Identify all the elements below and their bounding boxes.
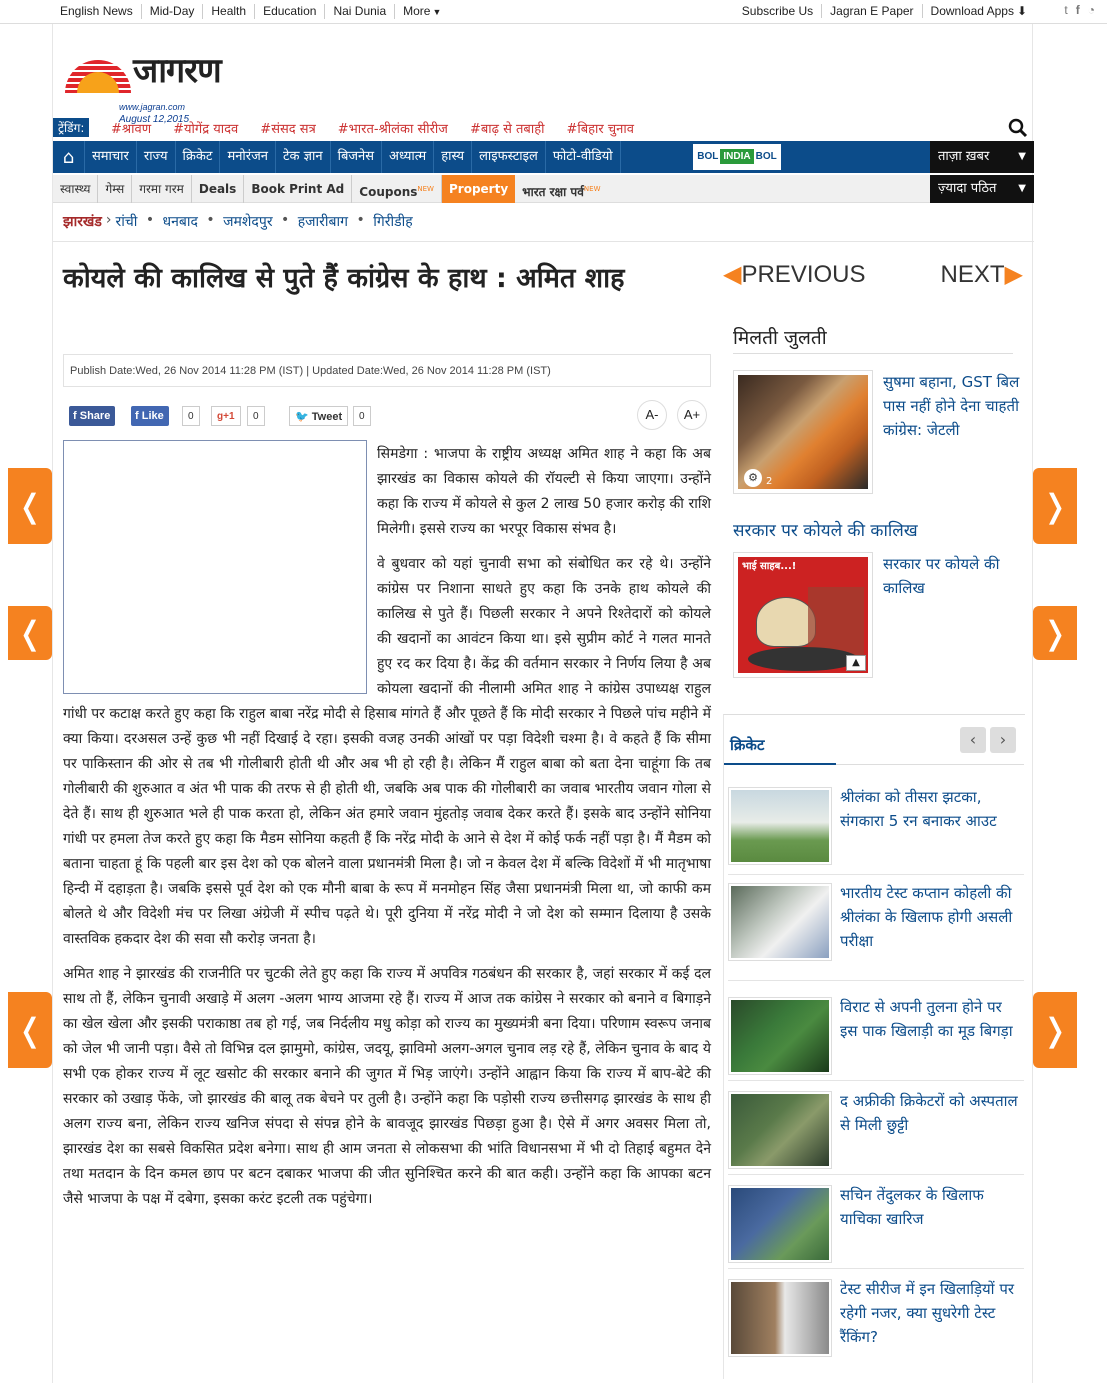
nav-item[interactable]: लाइफस्टाइल [472,141,546,173]
india-word: INDIA [720,149,753,164]
more-label: More [403,4,431,18]
cricket-thumbnail [728,787,832,865]
divider [53,241,1034,242]
chevron-right-icon: › [105,212,112,228]
subnav-raksha[interactable] [515,175,607,203]
cricket-thumbnail [728,883,832,961]
subnav-item-property[interactable]: Property [442,175,515,203]
latest-news-label: ताज़ा ख़बर [938,149,990,164]
google-plus-button[interactable]: g+1 [211,406,241,426]
site-logo[interactable] [63,42,243,125]
similar-card[interactable] [733,370,1023,494]
link-health[interactable]: Health [203,4,255,19]
cricket-item[interactable] [728,1277,1024,1365]
facebook-icon: f [73,410,80,422]
heading-underline [724,763,836,765]
share-bar [69,406,711,432]
subnav-item[interactable]: गरमा गरम [132,175,192,203]
nav-item[interactable]: फोटो-वीडियो [546,141,621,173]
cricket-headline: सचिन तेंदुलकर के खिलाफ याचिका खारिज [840,1186,984,1228]
trending-item[interactable]: #भारत-श्रीलंका सीरीज [337,122,448,137]
coal-heading[interactable]: सरकार पर कोयले की कालिख [733,521,918,541]
trending-label: ट्रेंडिंग: [53,118,89,137]
trending-item[interactable]: #योगेंद्र यादव [173,122,239,137]
tweet-button[interactable] [289,406,348,426]
raksha-label: भारत रक्षा पर्व [522,185,584,199]
cartoon-thumbnail [733,552,873,678]
cartoon-caption: भाई साहब...! [738,557,868,673]
social-links [1064,3,1095,17]
twitter-icon[interactable]: t [1064,3,1068,17]
trending-item[interactable]: #बाढ़ से तबाही [469,122,545,137]
new-badge: NEW [583,185,601,193]
subnav-item[interactable]: गेम्स [98,175,132,203]
cricket-thumbnail [728,1279,832,1357]
bullet-icon: • [352,212,370,228]
nav-item[interactable]: अध्यात्म [382,141,434,173]
logo-url: www.jagran.com [119,102,186,112]
breadcrumb-city[interactable]: गिरीडीह [373,214,413,230]
nav-item[interactable]: क्रिकेट [176,141,221,173]
caret-down-icon: ▼ [1018,183,1026,194]
font-increase-button[interactable]: A+ [677,400,707,430]
caret-down-icon: ▼ [1018,151,1026,162]
link-nai-dunia[interactable]: Nai Dunia [325,4,395,19]
cricket-item[interactable] [728,1183,1024,1269]
breadcrumb-city[interactable]: धनबाद [162,214,198,230]
chevron-right-icon[interactable]: › [990,727,1016,753]
right-arrow-icon[interactable]: ❭ [1033,606,1077,660]
facebook-icon: f [135,410,142,422]
top-left-links [52,4,449,19]
top-utility-bar [0,0,1107,24]
bol-word: BOL [697,151,719,162]
main-navigation [53,141,1034,173]
main-nav-items [85,141,621,173]
caret-down-icon: ▼ [432,7,442,17]
sub-nav-items [53,175,608,203]
cricket-section [723,714,1025,1379]
breadcrumb-state[interactable]: झारखंड [63,214,102,230]
bullet-icon: • [276,212,294,228]
tweet-count: 0 [353,406,371,426]
coal-section [723,518,1023,678]
subnav-item[interactable]: स्वास्थ्य [53,175,98,203]
rss-icon[interactable]: ◔ [1087,3,1095,17]
cricket-item[interactable] [728,995,1024,1081]
coal-headline[interactable]: सरकार पर कोयले की कालिख [883,555,1000,597]
link-mid-day[interactable]: Mid-Day [142,4,204,19]
similar-headline[interactable]: सुषमा बहाना, GST बिल पास नहीं होने देना चाहती कांग्रेस: जेटली [883,373,1020,439]
more-menu[interactable] [395,4,449,19]
similar-thumbnail [733,370,873,494]
fb-share-label: Share [79,410,111,422]
font-decrease-button[interactable]: A- [637,400,667,430]
google-plus-count: 0 [247,406,265,426]
cricket-headline: द अफ्रीकी क्रिकेटरों को अस्पताल से मिली छुट्टी [840,1092,1018,1134]
cricket-item[interactable] [728,785,1024,875]
next-link[interactable] [941,260,1023,289]
article-title: कोयले की कालिख से पुते हैं कांग्रेस के हाथ : अमित शाह [63,263,625,294]
download-apps[interactable] [923,4,1035,18]
download-apps-label: Download Apps [930,4,1014,18]
next-label: NEXT [940,261,1005,288]
home-icon[interactable]: ⌂ [53,141,85,173]
new-badge: NEW [417,185,434,193]
cricket-heading[interactable]: क्रिकेट [730,736,765,754]
cricket-headline: भारतीय टेस्ट कप्तान कोहली की श्रीलंका के खिलाफ होगी असली परीक्षा [840,884,1013,950]
left-arrow-icon[interactable]: ❬ [8,468,52,544]
cricket-thumbnail [728,1091,832,1169]
sub-navigation [53,175,1034,203]
image-float-spacer [63,442,377,692]
search-icon[interactable] [1008,118,1028,142]
coupons-label: Coupons [359,185,418,199]
facebook-like-button[interactable] [131,406,169,426]
cricket-headline: टेस्ट सीरीज में इन खिलाड़ियों पर रहेगी नजर, क्या सुधरेगी टेस्ट रैंकिंग? [840,1280,1014,1346]
article-pager [723,260,1023,290]
article-body [63,442,711,1222]
trending-items [111,119,634,137]
subnav-item[interactable]: Book Print Ad [244,175,352,203]
previous-label: PREVIOUS [741,261,866,288]
link-e-paper[interactable]: Jagran E Paper [822,4,922,18]
cricket-headline: श्रीलंका को तीसरा झटका, संगकारा 5 रन बनाकर आउट [840,788,997,830]
most-read-label: ज़्यादा पठित [938,181,997,196]
caret-left-icon: ◀ [723,261,742,288]
caret-right-icon: ▶ [1004,261,1023,288]
nav-item[interactable]: बिजनेस [331,141,382,173]
breadcrumb [63,212,413,231]
subnav-coupons[interactable] [352,175,442,203]
bullet-icon: • [141,212,159,228]
download-icon: ⬇ [1016,4,1027,18]
coal-card[interactable] [733,552,1023,678]
nav-item[interactable]: हास्य [434,141,472,173]
nav-item[interactable]: टेक ज्ञान [276,141,331,173]
trending-item[interactable]: #संसद सत्र [260,122,316,137]
similar-section [723,324,1023,496]
trending-bar [53,118,1034,138]
fb-like-label: Like [141,410,164,422]
most-read-dropdown[interactable] [930,175,1034,203]
top-right-links [734,4,1035,18]
article-paragraph: सिमडेगा : भाजपा के राष्ट्रीय अध्यक्ष अमित शाह ने कहा कि अब झारखंड का विकास कोयले की रॉयल्टी से किया जाएगा। उन्होंने कहा कि राज्य में कोयले से कुल 2 लाख 50 हजार करोड़ की राशि मिलेगी। इससे राज्य का भरपूर विकास संभव है। [377,446,711,537]
twitter-icon: 🐦 [295,411,312,423]
nav-item[interactable]: मनोरंजन [220,141,276,173]
breadcrumb-city[interactable]: जमशेदपुर [223,214,273,230]
right-arrow-icon[interactable]: ❭ [1033,468,1077,544]
tweet-label: Tweet [311,411,343,423]
bol-word: BOL [755,151,777,162]
left-arrow-icon[interactable]: ❬ [8,992,52,1068]
link-english-news[interactable]: English News [52,4,142,19]
nav-item[interactable]: राज्य [137,141,176,173]
logo-wordmark: जागरण [133,51,221,91]
subnav-item[interactable]: Deals [192,175,244,203]
cricket-item[interactable] [728,1089,1024,1175]
facebook-share-button[interactable] [69,406,115,426]
gallery-count: 2 [766,476,773,487]
cricket-item[interactable] [728,881,1024,981]
cricket-headline: विराट से अपनी तुलना होने पर इस पाक खिलाड़ी का मूड बिगड़ा [840,998,1013,1040]
facebook-icon[interactable]: f [1075,3,1080,17]
right-arrow-icon[interactable]: ❭ [1033,992,1077,1068]
article-paragraph: अमित शाह ने झारखंड की राजनीति पर चुटकी लेते हुए कहा कि राज्य में अपवित्र गठबंधन की सरकार है, जहां सरकार में कई दल साथ तो हैं, लेकिन चुनावी अखाड़े में अलग -अलग भाग्य आजमा रहे हैं। राज्य में आज तक कांग्रेस ने सरकार को बनाने व बिगाड़ने का खेल खेला और इसकी पराकाष्ठा तब हो गई, जब निर्दलीय मधु कोड़ा को राज्य का मुख्यमंत्री बना दिया। परिणाम स्वरूप जनाब को जेल भी जानी पड़ा। वैसे तो विभिन्न दल झामुमो, कांग्रेस, जदयू, झाविमो अलग-अगल चुनाव लड़ रहे हैं, लेकिन चुनाव के बाद ये सभी एक होकर राज्य में लूट खसोट की सरकार बनाने की जुगत में भिड़ जाएंगे। उन्होंने आह्वान किया कि राज्य में बाप-बेटे की सरकार को उखाड़ फेंके, जो झारखंड की बालू तक बेचने पर तुली है। उन्होंने कहा कि पड़ोसी राज्य छत्तीसगढ़ झारखंड के साथ ही अलग राज्य बना, लेकिन राज्य खनिज संपदा से संपन्न होने के बावजूद झारखंड पिछड़ा हुआ है। ऐसे में अगर अवसर मिला तो, झारखंड देश का सबसे विकसित प्रदेश बनेगा। साथ ही आम जनता से लोकसभा की भांति विधानसभा में भी दो तिहाई बहुमत देने तथा मतदान के दिन कमल छाप पर बटन दबाकर भाजपा की जीत सुनिश्चित करने की बात कही। उन्होंने कहा कि आपका बटन जैसे भाजपा के पक्ष में दबेगा, इसका करंट इटली तक पहुंचेगा। [63,966,711,1207]
breadcrumb-city[interactable]: रांची [115,214,138,230]
breadcrumb-city[interactable]: हजारीबाग [297,214,349,230]
similar-heading: मिलती जुलती [733,324,1013,354]
article-dates: Publish Date:Wed, 26 Nov 2014 11:28 PM (IST) | Updated Date:Wed, 26 Nov 2014 11:28 PM (IST) [63,354,711,387]
image-icon: ▲ [846,655,866,671]
header-date: August 12,2015 [119,114,190,125]
page-container [52,24,1033,1383]
trending-item[interactable]: #बिहार चुनाव [566,122,634,137]
bullet-icon: • [201,212,220,228]
cricket-thumbnail [728,1185,832,1263]
gallery-icon: ⚙ [744,469,762,487]
link-education[interactable]: Education [255,4,325,19]
link-subscribe[interactable]: Subscribe Us [734,4,822,18]
like-count: 0 [182,406,200,426]
previous-link[interactable] [723,260,866,289]
nav-item[interactable]: समाचार [85,141,137,173]
chevron-left-icon[interactable]: ‹ [960,727,986,753]
bol-india-bol-logo[interactable] [693,144,781,170]
latest-news-dropdown[interactable] [930,141,1034,173]
article-paragraph: वे बुधवार को यहां चुनावी सभा को संबोधित कर रहे थे। उन्होंने कांग्रेस पर निशाना साधते हुए कहा कि उनके हाथ कोयले की कालिख से पुते हैं। पिछली सरकार ने अपने रिश्तेदारों को कोयले की खदानों का आवंटन किया था। इसे सुप्रीम कोर्ट ने गलत मानते हुए रद कर दिया है। केंद्र की वर्तमान सरकार ने निर्णय लिया है अब कोयला खदानों की नीलामी अमित शाह ने कांग्रेस उपाध्यक्ष राहुल गांधी पर कटाक्ष करते हुए कहा कि राहुल बाबा नरेंद्र मोदी से हिसाब मांगते हैं और पूछते हैं कि मोदी सरकार ने पिछले पांच महीने में क्या किया। दरअसल उन्हें कुछ भी नहीं दिखाई दे रहा। इसकी वजह उनकी आंखों पर पड़ा विदेशी चश्मा है। वे कहते हैं कि सीमा पर पाकिस्तान की ओर से तब भी गोलीबारी होती थी और अब भी हो रही है। लेकिन मैं राहुल बाबा को बता देना चाहूंगा कि तब गोलीबारी की शुरुआत व अंत भी पाक की तरफ से ही होती थी, जबकि अब पाक की गोलीबारी का जवाब भारतीय जवान गोला से देते हैं। साथ ही शुरुआत भले ही पाक करता हो, लेकिन अंत हमारे जवान मुंहतोड़ जवाब देकर करते हैं। इसके बाद उन्होंने सोनिया गांधी पर हमला तेज करते हुए कहा कि मैडम सोनिया कहती हैं कि नरेंद्र मोदी के आने से देश में कोई फर्क नहीं पड़ा है। मैं मैडम को बताना चाहता हूं कि पहली बार इस देश को एक बोलने वाला प्रधानमंत्री मिला है। जो न केवल देश में बल्कि विदेशों में भी मातृभाषा हिन्दी में दहाड़ता है। जबकि इससे पूर्व देश को एक मौनी बाबा के रूप में मनमोहन सिंह जैसा प्रधानमंत्री मिला था, जो काफी कम बोलते थे और विदेशी मंच पर लिखा अंग्रेजी में स्पीच पढ़ते थे। पूरी दुनिया में नरेंद्र मोदी ने जो देश को सम्मान दिलाया है उसके वास्तविक हकदार देश की सवा सौ करोड़ जनता है। [63,556,711,947]
cricket-thumbnail [728,997,832,1075]
trending-item[interactable]: #श्रावण [111,122,152,137]
left-arrow-icon[interactable]: ❬ [8,606,52,660]
